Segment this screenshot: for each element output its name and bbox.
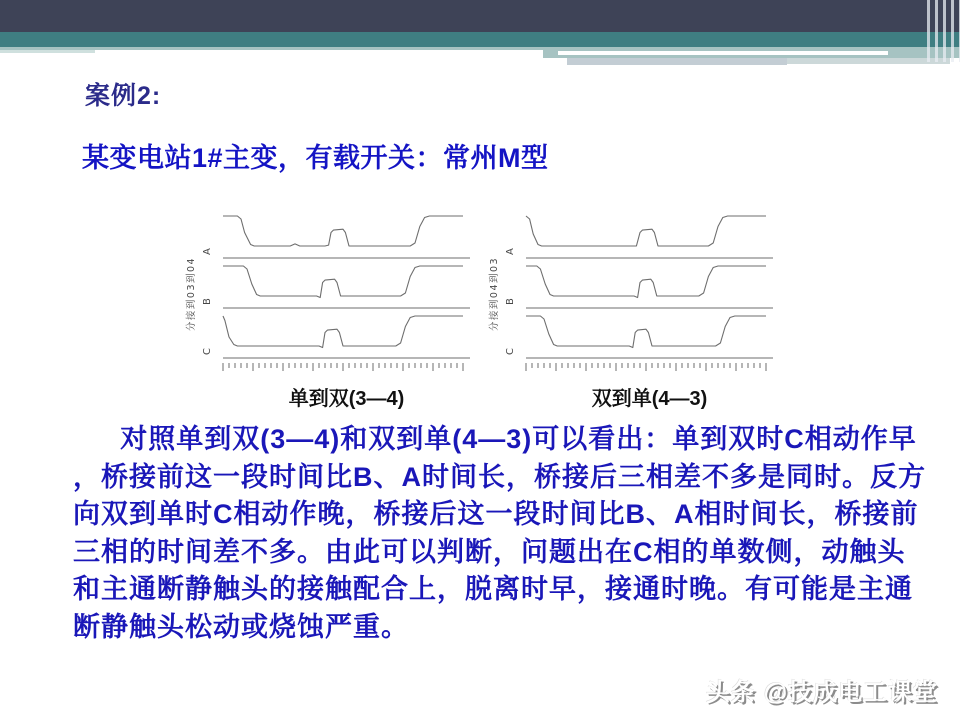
paragraph-line-2: ，桥接前这一段时间比B、A时间长，桥接后三相差不多是同时。反方 — [73, 461, 926, 492]
paragraph-line-3: 向双到单时C相动作晚，桥接后这一段时间比B、A相时间长，桥接前 — [73, 499, 919, 529]
svg-text:C: C — [202, 348, 213, 355]
svg-text:B: B — [202, 298, 213, 305]
body-paragraph — [73, 421, 926, 646]
chart-double-to-single — [486, 206, 773, 411]
watermark: 头条 @技成电工课堂 — [705, 679, 938, 706]
paragraph-line-5: 和主通断静触头的接触配合上，脱离时早，接通时晚。有可能是主通 — [73, 574, 913, 604]
header-bar-teal — [0, 32, 960, 47]
chart-caption-right: 双到单(4—3) — [591, 388, 708, 410]
svg-text:C: C — [505, 348, 516, 355]
waveform-chart-left — [183, 206, 470, 378]
header-corner-stripes — [922, 0, 960, 62]
waveform-chart-right — [486, 206, 773, 378]
svg-text:A: A — [202, 248, 213, 255]
svg-text:B: B — [505, 298, 516, 305]
slide-title: 案例2: — [85, 82, 162, 110]
chart-caption-left: 单到双(3—4) — [288, 388, 405, 410]
paragraph-line-6: 断静触头松动或烧蚀严重。 — [73, 611, 409, 642]
svg-text:分接到03到04: 分接到03到04 — [186, 256, 197, 332]
header-white-line — [558, 51, 888, 55]
chart-single-to-double — [183, 206, 470, 411]
svg-text:分接到04到03: 分接到04到03 — [489, 256, 500, 332]
header-line-pale-left-short — [0, 50, 95, 53]
paragraph-line-1: 对照单到双(3—4)和双到单(4—3)可以看出：单到双时C相动作早 — [120, 424, 917, 454]
slide-subtitle: 某变电站1#主变，有载开关：常州M型 — [82, 143, 549, 173]
header-band-gray — [567, 58, 787, 65]
oscillogram-figure — [183, 206, 773, 411]
paragraph-line-4: 三相的时间差不多。由此可以判断，问题出在C相的单数侧，动触头 — [73, 536, 906, 567]
svg-text:A: A — [505, 248, 516, 255]
header-bar-dark — [0, 0, 960, 32]
